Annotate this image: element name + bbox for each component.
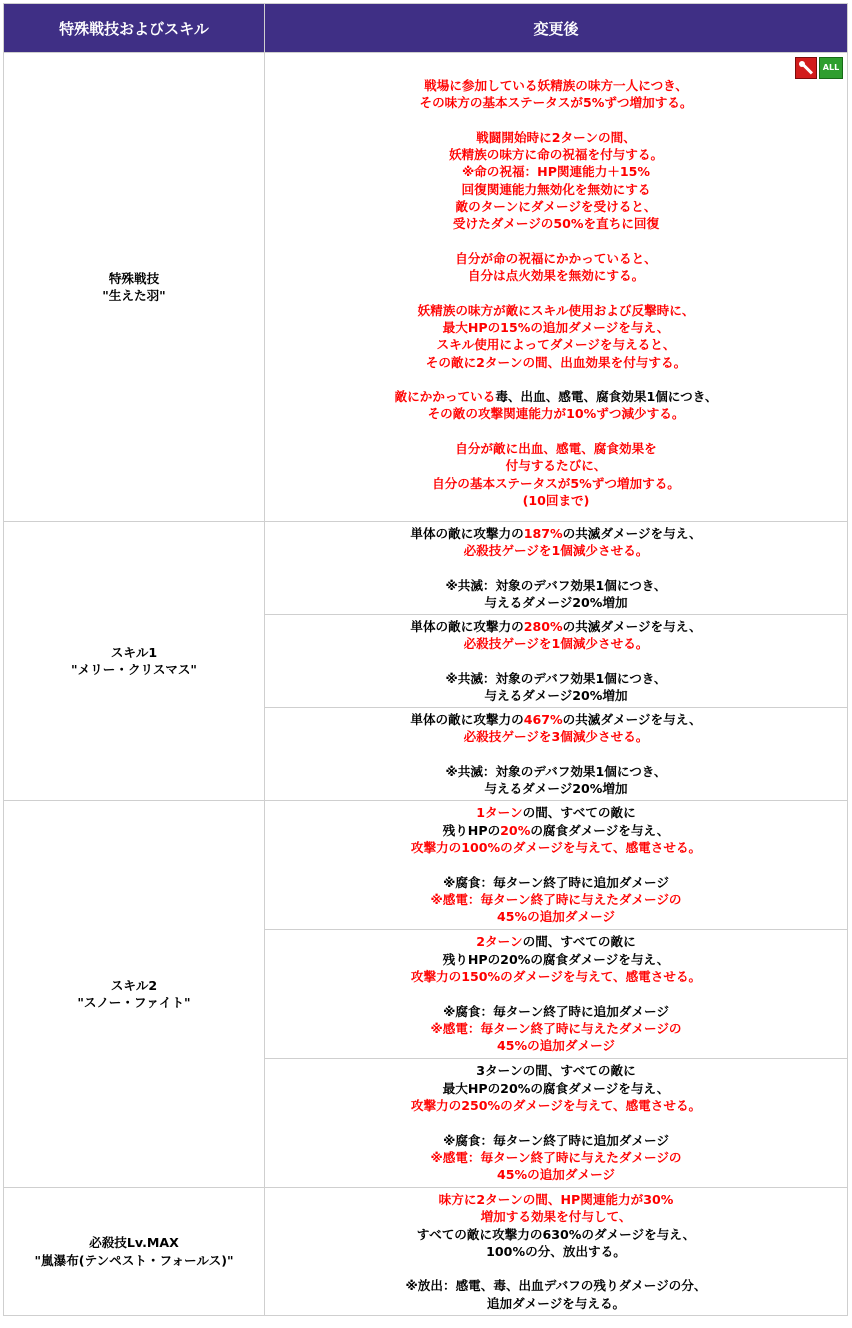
desc-line: ※放出：感電、毒、出血デバフの残りダメージの分、 [405, 1278, 707, 1294]
desc-line: ※感電：毎ターン終了時に与えたダメージの [430, 1149, 682, 1165]
desc-line: ※腐食：毎ターン終了時に追加ダメージ [443, 874, 669, 890]
skill1-lv1-description [265, 522, 848, 615]
desc-line: 45%の追加ダメージ [496, 909, 616, 925]
all-icon: ALL [819, 57, 843, 79]
special-technique-name-cell [4, 53, 265, 522]
turn-count: 2ターン [476, 934, 523, 950]
desc-line: 最大HPの15%の追加ダメージを与え、 [442, 319, 670, 335]
table-header-row [4, 4, 848, 53]
desc-line [265, 525, 847, 542]
desc-line: その敵の攻撃関連能力が10%ずつ減少する。 [427, 406, 685, 422]
desc-line: ※命の祝福：HP関連能力＋15% [461, 164, 651, 180]
desc-line: 自分は点火効果を無効にする。 [467, 268, 645, 284]
desc-line: 味方に2ターンの間、HP関連能力が30% [438, 1191, 674, 1207]
header-skill-name: 特殊戦技およびスキル [4, 4, 265, 53]
desc-line: 付与するたびに、 [505, 458, 607, 474]
damage-percent: 187% [523, 525, 563, 541]
skill-change-table [3, 3, 848, 1316]
ultimate-label: 必殺技Lv.MAX [89, 1234, 179, 1250]
desc-part: の共滅ダメージを与え、 [562, 525, 702, 541]
desc-part: 単体の敵に攻撃力の [410, 525, 524, 541]
desc-line: 回復関連能力無効化を無効にする [461, 181, 651, 197]
desc-line: 与えるダメージ20%増加 [484, 594, 628, 610]
desc-line: 必殺技ゲージを1個減少させる。 [463, 636, 649, 652]
special-technique-title: "生えた羽" [102, 288, 166, 303]
desc-part: の間、すべての敵に [522, 934, 636, 950]
desc-line [265, 933, 847, 950]
table-row [4, 522, 848, 615]
desc-part: の共滅ダメージを与え、 [562, 711, 702, 727]
desc-part: の間、すべての敵に [522, 805, 636, 821]
desc-line: 妖精族の味方が敵にスキル使用および反撃時に、 [417, 302, 695, 318]
desc-line [265, 618, 847, 635]
table-row [4, 801, 848, 930]
desc-line [265, 804, 847, 821]
desc-line: 妖精族の味方に命の祝福を付与する。 [448, 146, 664, 162]
skill1-title: "メリー・クリスマス" [71, 662, 197, 677]
header-after-change: 変更後 [265, 4, 848, 53]
icon-group [795, 57, 843, 79]
ultimate-title: "嵐瀑布(テンペスト・フォールス)" [34, 1252, 234, 1268]
desc-line: 自分が敵に出血、感電、腐食効果を [455, 441, 657, 457]
skill1-lv3-description [265, 708, 848, 801]
desc-line: 与えるダメージ20%増加 [484, 687, 628, 703]
desc-line: ※感電：毎ターン終了時に与えたダメージの [430, 891, 682, 907]
desc-line: ※腐食：毎ターン終了時に追加ダメージ [443, 1132, 669, 1148]
desc-line: 攻撃力の100%のダメージを与えて、感電させる。 [410, 840, 702, 856]
desc-line: その敵に2ターンの間、出血効果を付与する。 [425, 354, 687, 370]
desc-black-part: 毒、出血、感電、腐食効果1個につき、 [495, 389, 718, 405]
skill2-lv2-description [265, 930, 848, 1059]
desc-line: ※共滅：対象のデバフ効果1個につき、 [445, 763, 667, 779]
damage-percent: 467% [523, 711, 563, 727]
special-technique-description [265, 53, 848, 522]
table-row [4, 1188, 848, 1316]
damage-percent: 280% [523, 618, 563, 634]
desc-line: 受けたダメージの50%を直ちに回復 [452, 216, 660, 232]
desc-line: 攻撃力の250%のダメージを与えて、感電させる。 [410, 1098, 702, 1114]
desc-line: ※感電：毎ターン終了時に与えたダメージの [430, 1020, 682, 1036]
turn-count: 1ターン [476, 805, 523, 821]
ultimate-description [265, 1188, 848, 1316]
desc-line [265, 822, 847, 839]
desc-line: 与えるダメージ20%増加 [484, 780, 628, 796]
dagger-icon [795, 57, 817, 79]
desc-line: 45%の追加ダメージ [496, 1167, 616, 1183]
desc-line: 増加する効果を付与して、 [480, 1209, 632, 1225]
skill1-lv2-description [265, 615, 848, 708]
desc-line: 自分の基本ステータスが5%ずつ増加する。 [432, 475, 680, 491]
skill2-lv3-description [265, 1059, 848, 1188]
desc-line: 最大HPの20%の腐食ダメージを与え、 [442, 1080, 670, 1096]
desc-part: 単体の敵に攻撃力の [410, 711, 524, 727]
desc-line: (10回まで) [522, 492, 590, 508]
desc-line: 必殺技ゲージを3個減少させる。 [463, 729, 649, 745]
desc-line: ※腐食：毎ターン終了時に追加ダメージ [443, 1003, 669, 1019]
skill2-lv1-description [265, 801, 848, 930]
skill1-name-cell [4, 522, 265, 801]
desc-line: スキル使用によってダメージを与えると、 [436, 337, 676, 353]
skill2-title: "スノー・ファイト" [77, 995, 191, 1010]
desc-line [265, 711, 847, 728]
desc-line: 追加ダメージを与える。 [486, 1295, 626, 1311]
ultimate-name-cell [4, 1188, 265, 1316]
damage-percent: 20% [500, 822, 531, 838]
desc-line: 残りHPの20%の腐食ダメージを与え、 [442, 951, 670, 967]
skill2-label: スキル2 [110, 977, 158, 993]
desc-line: 敵のターンにダメージを受けると、 [455, 198, 657, 214]
desc-line: ※共滅：対象のデバフ効果1個につき、 [445, 670, 667, 686]
desc-line: 3ターンの間、すべての敵に [476, 1063, 636, 1079]
desc-part: の共滅ダメージを与え、 [562, 618, 702, 634]
desc-line: その味方の基本ステータスが5%ずつ増加する。 [419, 95, 693, 111]
desc-line: 自分が命の祝福にかかっていると、 [455, 250, 657, 266]
desc-part: 残りHPの [442, 822, 501, 838]
desc-line: ※共滅：対象のデバフ効果1個につき、 [445, 577, 667, 593]
desc-line: 必殺技ゲージを1個減少させる。 [463, 543, 649, 559]
table-row [4, 53, 848, 522]
desc-part: 単体の敵に攻撃力の [410, 618, 524, 634]
skill1-label: スキル1 [110, 644, 158, 660]
special-technique-label: 特殊戦技 [108, 270, 160, 286]
desc-line: すべての敵に攻撃力の630%のダメージを与え、 [416, 1226, 696, 1242]
desc-line: 戦闘開始時に2ターンの間、 [476, 129, 636, 145]
desc-line: 攻撃力の150%のダメージを与えて、感電させる。 [410, 969, 702, 985]
desc-line: 45%の追加ダメージ [496, 1038, 616, 1054]
desc-part: の腐食ダメージを与え、 [530, 822, 670, 838]
desc-line: 100%の分、放出する。 [486, 1243, 626, 1259]
skill2-name-cell [4, 801, 265, 1188]
desc-line [265, 388, 847, 405]
desc-line: 戦場に参加している妖精族の味方一人につき、 [424, 77, 688, 93]
desc-red-part: 敵にかかっている [394, 389, 496, 405]
